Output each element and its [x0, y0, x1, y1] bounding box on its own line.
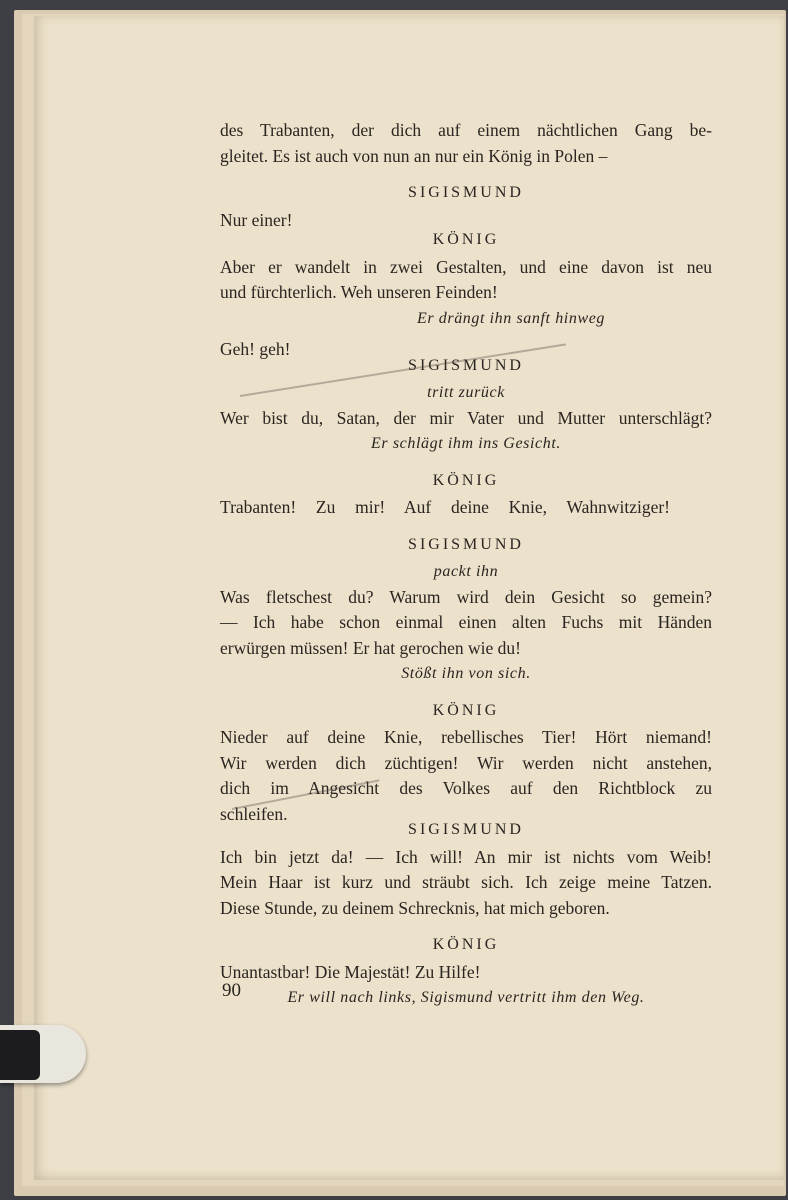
- speaker-name: SIGISMUND: [408, 184, 524, 201]
- text-line: Diese Stunde, zu deinem Schrecknis, hat mich geboren.: [220, 897, 610, 918]
- stage-direction: Er drängt ihn sanft hinweg: [416, 309, 606, 327]
- binder-clip-shadow: [0, 1030, 40, 1080]
- text-line: des Trabanten, der dich auf einem nächtlichen Gang be-: [220, 120, 712, 140]
- text-line: dich im Angesicht des Volkes auf den Richtblock zu: [220, 778, 712, 798]
- speaker-name: KÖNIG: [432, 701, 500, 719]
- text-line: — Ich habe schon einmal einen alten Fuchs mit Händen: [220, 612, 712, 632]
- text-line: Ich bin jetzt da! — Ich will! An mir ist nichts vom Weib!: [220, 846, 712, 867]
- page-text: [220, 118, 712, 1011]
- text-line: Mein Haar ist kurz und sträubt sich. Ich zeige meine Tatzen.: [220, 872, 712, 892]
- speaker-name: SIGISMUND: [408, 356, 524, 374]
- text-line: Wir werden dich züchtigen! Wir werden nicht anstehen,: [220, 752, 712, 773]
- text-line: Trabanten! Zu mir! Auf deine Knie, Wahnwitziger!: [220, 497, 670, 517]
- text-line: Wer bist du, Satan, der mir Vater und Mutter unterschlägt?: [220, 407, 712, 428]
- text-line: Unantastbar! Die Majestät! Zu Hilfe!: [220, 961, 481, 982]
- text-line: und fürchterlich. Weh unseren Feinden!: [220, 282, 498, 302]
- text-line: erwürgen müssen! Er hat gerochen wie du!: [220, 637, 521, 658]
- speaker-name: KÖNIG: [432, 471, 500, 489]
- stage-direction: Stößt ihn von sich.: [401, 665, 531, 682]
- speaker-name: SIGISMUND: [408, 535, 524, 553]
- stage-direction: Er schlägt ihm ins Gesicht.: [371, 435, 561, 452]
- text-line: Geh! geh!: [220, 339, 291, 359]
- text-line: Aber er wandelt in zwei Gestalten, und eine davon ist neu: [220, 256, 712, 277]
- text-line: Was fletschest du? Warum wird dein Gesicht so gemein?: [220, 586, 712, 607]
- text-line: gleitet. Es ist auch von nun an nur ein König in Polen –: [220, 145, 608, 166]
- speaker-name: KÖNIG: [432, 231, 500, 248]
- text-line: Nur einer!: [220, 209, 293, 230]
- speaker-name: SIGISMUND: [408, 821, 524, 838]
- stage-direction: packt ihn: [433, 563, 499, 580]
- stage-direction: tritt zurück: [427, 384, 505, 401]
- text-line: schleifen.: [220, 803, 288, 824]
- stage-direction: Er will nach links, Sigismund vertritt ihm den Weg.: [287, 989, 645, 1006]
- speaker-name: KÖNIG: [432, 936, 500, 953]
- text-line: Nieder auf deine Knie, rebellisches Tier! Hört niemand!: [220, 727, 712, 747]
- page-number: 90: [222, 980, 241, 1001]
